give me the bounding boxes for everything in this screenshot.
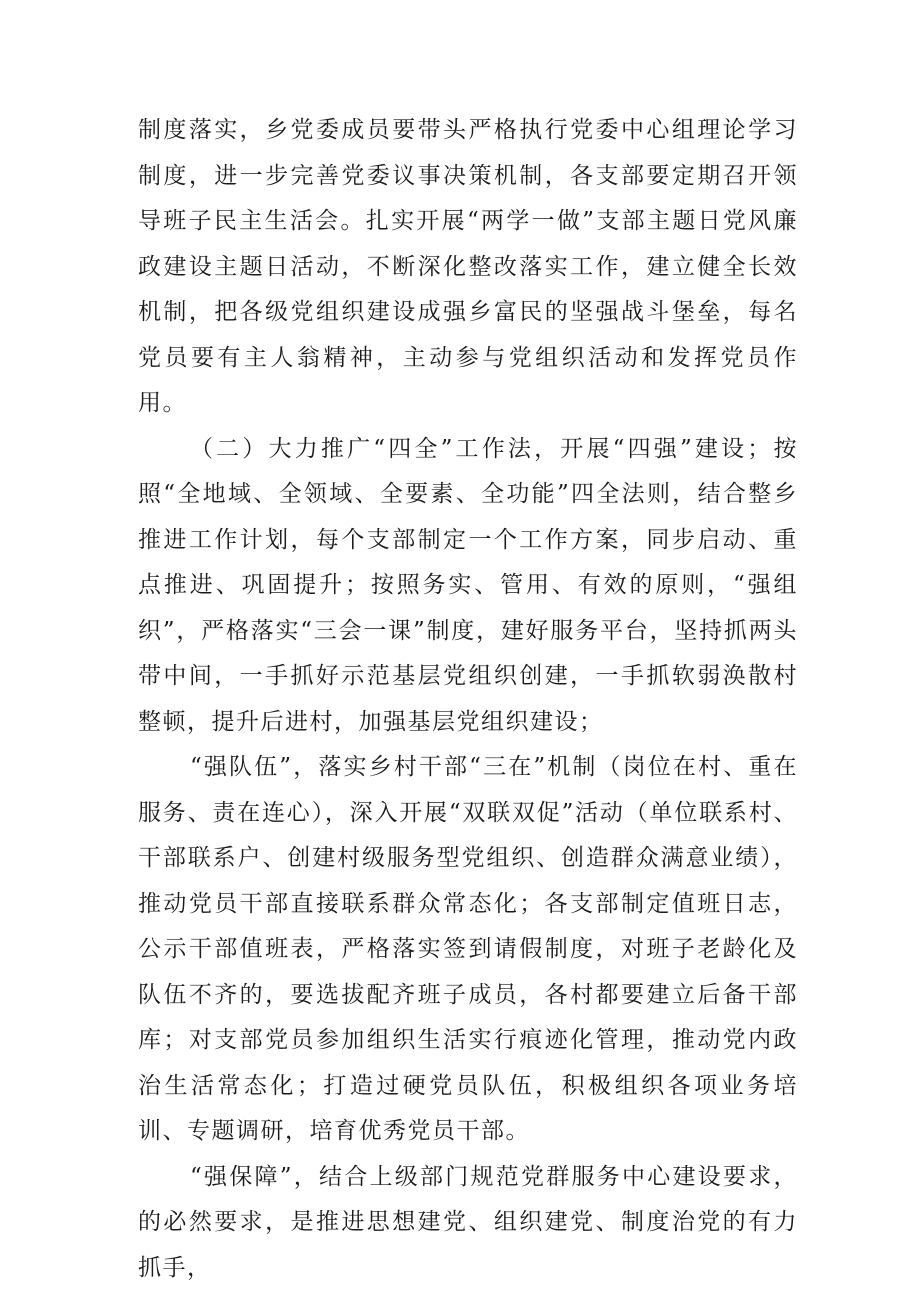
document-page	[138, 108, 798, 1291]
paragraph-4: “强保障”，结合上级部门规范党群服务中心建设要求，的必然要求，是推进思想建党、组织建党、制度治党的有力抓手，	[138, 1163, 798, 1281]
paragraph-1: 制度落实，乡党委成员要带头严格执行党委中心组理论学习制度，进一步完善党委议事决策机制，各支部要定期召开领导班子民主生活会。扎实开展“两学一做”支部主题日党风廉政建设主题日活动，不断深化整改落实工作，建立健全长效机制，把各级党组织建设成强乡富民的坚强战斗堡垒，每名党员要有主人翁精神，主动参与党组织活动和发挥党员作用。	[138, 117, 798, 416]
paragraph-3: “强队伍”，落实乡村干部“三在”机制（岗位在村、重在服务、责在连心），深入开展“双联双促”活动（单位联系村、干部联系户、创建村级服务型党组织、创造群众满意业绩），推动党员干部直接联系群众常态化；各支部制定值班日志，公示干部值班表，严格落实签到请假制度，对班子老龄化及队伍不齐的，要选拔配齐班子成员，各村都要建立后备干部库；对支部党员参加组织生活实行痕迹化管理，推动党内政治生活常态化；打造过硬党员队伍，积极组织各项业务培训、专题调研，培育优秀党员干部。	[138, 754, 798, 1144]
paragraph-2: （二）大力推广“四全”工作法，开展“四强”建设；按照“全地域、全领域、全要素、全功能”四全法则，结合整乡推进工作计划，每个支部制定一个工作方案，同步启动、重点推进、巩固提升；按照务实、管用、有效的原则，“强组织”，严格落实“三会一课”制度，建好服务平台，坚持抓两头带中间，一手抓好示范基层党组织创建，一手抓软弱涣散村整顿，提升后进村，加强基层党组织建设；	[138, 435, 798, 735]
